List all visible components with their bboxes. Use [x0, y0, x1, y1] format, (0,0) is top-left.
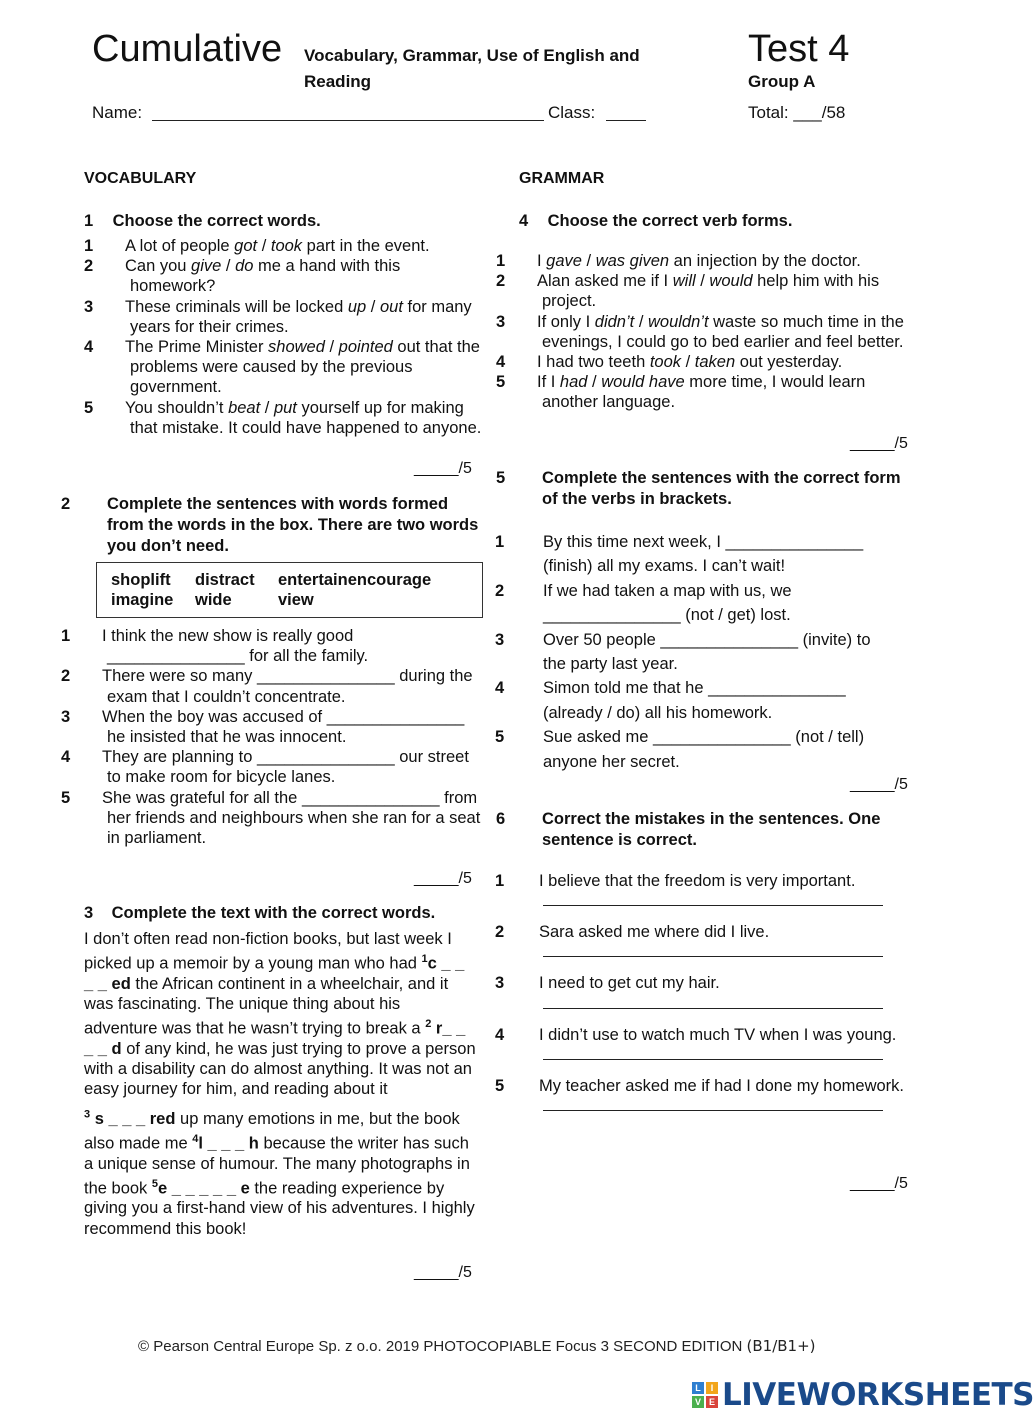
copyright-text: © Pearson Central Europe Sp. z o.o. 2019 PHOTOCOPIABLE Focus 3 SECOND EDITION — [138, 1338, 743, 1355]
item-number: 3 — [84, 297, 94, 316]
item-number: 2 — [495, 923, 505, 942]
name-input-line[interactable] — [152, 104, 544, 121]
exercise-number: 5 — [496, 469, 506, 487]
option-a[interactable]: had — [559, 373, 588, 392]
group-label: Group A — [748, 72, 816, 91]
list-item — [495, 1076, 909, 1096]
title-subtitle: Vocabulary, Grammar, Use of English and — [304, 46, 640, 65]
exercise-number: 2 — [61, 495, 71, 513]
item-text: waste so much time in the evenings, I could go to bed earlier and feel better. — [542, 312, 904, 351]
list-item — [84, 297, 484, 337]
item-text-line-2[interactable]: (already / do) all his homework. — [543, 703, 773, 722]
list-item — [495, 973, 909, 993]
item-number: 2 — [495, 581, 505, 600]
box-word: shoplift — [111, 571, 171, 589]
exercise-6-items — [495, 871, 909, 1127]
instruction-text: Complete the sentences with the correct form of the verbs in brackets. — [542, 469, 901, 508]
option-b[interactable]: would — [709, 272, 753, 291]
list-item — [496, 251, 914, 271]
answer-line[interactable] — [543, 891, 883, 906]
item-text: I believe that the freedom is very important. — [539, 872, 856, 890]
exercise-6-instruction — [496, 809, 919, 851]
option-a[interactable]: didn’t — [594, 312, 635, 331]
item-text-line-1[interactable]: By this time next week, I _______________ — [543, 533, 864, 551]
item-number: 5 — [495, 728, 505, 747]
item-text[interactable]: When the boy was accused of _______________ he insisted that he was innocent. — [102, 707, 465, 747]
option-a[interactable]: showed — [268, 338, 325, 357]
item-text: The Prime Minister — [125, 338, 269, 357]
name-label: Name: — [92, 103, 143, 122]
text-segment: I don’t often read non-fiction books, but last week I picked up a memoir by a young man who had — [84, 930, 452, 973]
list-item — [495, 1025, 909, 1045]
item-text: If only I — [537, 312, 595, 331]
item-text: part in the event. — [302, 237, 430, 255]
grammar-heading: GRAMMAR — [519, 170, 605, 187]
exercise-4-items — [496, 251, 914, 413]
gap-4[interactable]: l _ _ _ h — [198, 1134, 259, 1153]
item-number: 1 — [84, 237, 94, 255]
text-segment: the African continent in a wheelchair, and it was fascinating. The unique thing about his adventure was that he wasn’t trying to break a — [84, 974, 449, 1038]
exercise-2-items — [61, 626, 484, 848]
exercise-5-score: _____/5 — [850, 776, 908, 793]
item-number: 5 — [61, 788, 71, 807]
item-number: 4 — [84, 338, 94, 357]
exercise-4-score: _____/5 — [850, 435, 908, 452]
list-item — [84, 337, 484, 398]
exercise-3-instruction — [84, 903, 494, 924]
logo-tile: I — [706, 1382, 718, 1394]
item-text: Can you — [125, 257, 192, 276]
level-text: (B1/B1+) — [746, 1337, 816, 1355]
logo-tile: L — [692, 1382, 704, 1394]
option-b[interactable]: put — [273, 398, 297, 417]
option-b[interactable]: wouldn’t — [648, 312, 709, 331]
item-text: These criminals will be locked — [125, 297, 348, 316]
item-text: more time, I would learn another language. — [542, 373, 866, 412]
answer-line[interactable] — [543, 1045, 883, 1060]
item-text-line-1[interactable]: Simon told me that he _______________ — [543, 679, 846, 698]
option-separator: / — [366, 297, 380, 316]
box-word: distract — [195, 571, 255, 589]
item-number: 2 — [61, 667, 71, 686]
item-number: 1 — [496, 252, 506, 270]
item-number: 2 — [496, 272, 506, 291]
option-separator: / — [221, 257, 236, 276]
option-b[interactable]: taken — [694, 353, 736, 372]
box-word: view — [278, 591, 314, 609]
text-segment: up many emotions in me, but the book also made me — [84, 1109, 460, 1153]
item-text: You shouldn’t — [125, 398, 229, 417]
exercise-3-text — [84, 929, 476, 1239]
item-text: me a hand with this homework? — [130, 257, 401, 296]
option-separator: / — [634, 312, 648, 331]
title-cumulative: Cumulative — [92, 28, 283, 70]
instruction-text: Complete the text with the correct words. — [111, 904, 436, 922]
option-b[interactable]: would have — [601, 373, 685, 392]
instruction-text: Choose the correct verb forms. — [547, 212, 793, 230]
item-text: out yesterday. — [735, 353, 843, 372]
exercise-1-instruction — [84, 211, 484, 232]
item-number: 5 — [496, 373, 506, 392]
item-number: 3 — [496, 312, 506, 331]
item-number: 3 — [61, 707, 71, 726]
exercise-1-score: _____/5 — [414, 460, 472, 477]
text-segment: the reading experience by giving you a first-hand view of his adventures. I highly recommend this book! — [84, 1179, 475, 1238]
item-number: 5 — [84, 398, 94, 417]
list-item — [495, 871, 909, 891]
item-number: 1 — [495, 872, 505, 890]
list-item — [495, 628, 919, 677]
list-item — [61, 666, 484, 706]
word-box — [96, 562, 483, 618]
item-number: 1 — [495, 533, 505, 551]
item-text: I had two teeth — [537, 353, 650, 372]
item-text: help him with his project. — [542, 272, 880, 311]
item-text[interactable]: She was grateful for all the _______________ from her friends and neighbours when she ran for a seat in parliament. — [102, 788, 481, 848]
list-item — [61, 707, 484, 747]
gap-3[interactable]: s _ _ _ red — [94, 1109, 176, 1128]
item-text: A lot of people — [125, 237, 235, 255]
option-b[interactable]: out — [379, 297, 403, 316]
logo-tile: V — [692, 1396, 704, 1408]
option-separator: / — [681, 353, 695, 372]
option-a[interactable]: give — [191, 257, 222, 276]
option-a[interactable]: will — [672, 272, 696, 291]
list-item — [84, 256, 484, 296]
option-separator: / — [257, 237, 271, 255]
item-text: My teacher asked me if had I done my homework. — [539, 1076, 904, 1095]
liveworksheets-logo[interactable] — [692, 1377, 1034, 1413]
exercise-number: 3 — [84, 904, 94, 922]
exercise-4-instruction — [519, 211, 919, 232]
copyright-notice — [138, 1337, 816, 1355]
item-text: an injection by the doctor. — [669, 252, 861, 270]
instruction-text: Correct the mistakes in the sentences. One sentence is correct. — [542, 810, 881, 849]
gap-5[interactable]: e _ _ _ _ _ e — [158, 1179, 250, 1198]
class-label: Class: — [548, 103, 596, 122]
total-score: Total: ___/58 — [748, 103, 846, 122]
list-item — [84, 398, 484, 438]
item-text-line-1[interactable]: Over 50 people _______________ (invite) to — [543, 630, 871, 649]
option-b[interactable]: do — [235, 257, 254, 276]
item-text: I need to get cut my hair. — [539, 974, 720, 993]
exercise-5-items — [495, 530, 919, 774]
exercise-5-instruction — [496, 468, 919, 510]
item-text: yourself up for making that mistake. It could have happened to anyone. — [130, 398, 482, 437]
box-word: entertain — [278, 571, 348, 589]
box-word: wide — [195, 591, 232, 609]
exercise-number: 6 — [496, 810, 506, 828]
list-item — [496, 372, 914, 412]
exercise-2-score: _____/5 — [414, 870, 472, 887]
item-text-line-2[interactable]: (finish) all my exams. I can’t wait! — [543, 557, 786, 576]
item-number: 4 — [495, 1025, 505, 1044]
option-separator: / — [260, 398, 274, 417]
option-b[interactable]: took — [270, 237, 303, 255]
logo-grid-icon — [692, 1382, 718, 1408]
list-item — [84, 236, 484, 256]
list-item — [496, 352, 914, 372]
list-item — [61, 788, 484, 849]
text-segment: because the writer has such a unique sense of humour. The many photographs in the book — [84, 1134, 470, 1198]
option-b[interactable]: was given — [595, 252, 670, 270]
option-separator: / — [695, 272, 710, 291]
item-text: for many years for their crimes. — [130, 297, 472, 336]
answer-line[interactable] — [543, 994, 883, 1009]
item-text-line-2[interactable]: _______________ (not / get) lost. — [543, 606, 791, 625]
test-number: Test 4 — [748, 28, 850, 70]
instruction-text: Choose the correct words. — [112, 212, 321, 230]
gap-number: 5 — [151, 1177, 159, 1190]
item-text-line-1[interactable]: Sue asked me _______________ (not / tell) — [543, 728, 865, 747]
item-text[interactable]: I think the new show is really good _______________ for all the family. — [102, 627, 369, 666]
text-segment: of any kind, he was just trying to prove a person with a disability can do almost anything. It was not an easy journey for him, and reading about it — [84, 1040, 476, 1099]
gap-number: 3 — [84, 1108, 91, 1121]
item-number: 3 — [495, 974, 505, 993]
option-separator: / — [587, 373, 602, 392]
list-item — [496, 312, 914, 352]
gap-2[interactable]: r_ _ _ _ d — [84, 1019, 466, 1059]
list-item — [496, 271, 914, 311]
item-number: 1 — [61, 627, 71, 645]
logo-tile: E — [706, 1396, 718, 1408]
exercise-number: 4 — [519, 212, 529, 230]
exercise-2-instruction — [61, 494, 484, 557]
item-text[interactable]: They are planning to _______________ our street to make room for bicycle lanes. — [102, 748, 469, 787]
list-item — [495, 530, 919, 579]
option-a[interactable]: got — [234, 237, 258, 255]
item-text[interactable]: There were so many _______________ during the exam that I couldn’t concentrate. — [102, 667, 473, 706]
exercise-1-items — [84, 236, 484, 438]
item-text: I didn’t use to watch much TV when I was young. — [539, 1025, 897, 1044]
option-a[interactable]: took — [649, 353, 682, 372]
vocabulary-heading: VOCABULARY — [84, 170, 197, 187]
list-item — [495, 579, 919, 628]
item-text: If I — [537, 373, 560, 392]
gap-1[interactable]: c _ _ _ _ ed — [84, 954, 465, 993]
gap-number: 4 — [192, 1132, 199, 1145]
item-text: Sara asked me where did I live. — [539, 923, 770, 942]
item-text: out that the problems were caused by the previous government. — [130, 338, 480, 397]
list-item — [495, 922, 909, 942]
answer-line[interactable] — [543, 942, 883, 957]
list-item — [61, 626, 484, 666]
option-a[interactable]: up — [347, 297, 367, 316]
item-number: 4 — [495, 679, 505, 698]
brand-name: LIVEWORKSHEETS — [722, 1377, 1034, 1413]
box-word: encourage — [347, 571, 432, 589]
item-text-line-2[interactable]: the party last year. — [543, 655, 678, 674]
item-text-line-1[interactable]: If we had taken a map with us, we — [543, 581, 792, 600]
gap-number: 1 — [421, 953, 428, 966]
item-text-line-2[interactable]: anyone her secret. — [543, 752, 680, 771]
gap-number: 2 — [425, 1018, 432, 1031]
instruction-text: Complete the sentences with words formed from the words in the box. There are two words you don’t need. — [107, 495, 479, 555]
option-a[interactable]: gave — [546, 252, 582, 270]
option-b[interactable]: pointed — [338, 338, 393, 357]
item-text: I — [537, 252, 547, 270]
exercise-6-score: _____/5 — [850, 1175, 908, 1192]
answer-line[interactable] — [543, 1096, 883, 1111]
box-word: imagine — [111, 591, 174, 609]
item-number: 4 — [496, 353, 506, 372]
item-number: 5 — [495, 1076, 505, 1095]
list-item — [61, 747, 484, 787]
item-number: 3 — [495, 630, 505, 649]
item-number: 4 — [61, 748, 71, 767]
option-separator: / — [324, 338, 339, 357]
title-subtitle-2: Reading — [304, 72, 372, 91]
option-a[interactable]: beat — [228, 398, 261, 417]
item-number: 2 — [84, 257, 94, 276]
list-item — [495, 676, 919, 725]
item-text: Alan asked me if I — [537, 272, 673, 291]
option-separator: / — [581, 252, 596, 270]
exercise-3-score: _____/5 — [414, 1264, 472, 1281]
list-item — [495, 725, 919, 774]
exercise-number: 1 — [84, 212, 94, 230]
class-input-line[interactable] — [606, 104, 646, 121]
